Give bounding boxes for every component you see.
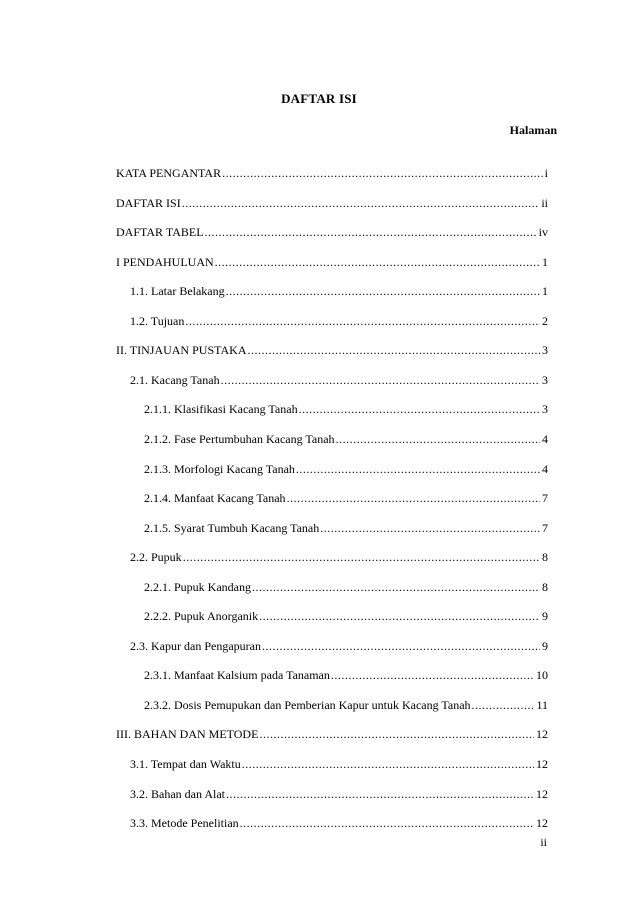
toc-leader-dots <box>259 727 534 742</box>
toc-entry-page: 12 <box>536 816 548 830</box>
toc-leader-dots <box>183 550 540 565</box>
toc-entry-label: 2.1.2. Fase Pertumbuhan Kacang Tanah <box>144 432 335 446</box>
toc-entry-label: 1.1. Latar Belakang <box>130 284 225 298</box>
toc-entry <box>130 373 548 388</box>
toc-entry <box>116 166 548 181</box>
toc-entry-page: ii <box>541 196 548 210</box>
toc-entry-page: 2 <box>542 314 548 328</box>
toc-entry-page: 12 <box>536 787 548 801</box>
toc-entry-page: iv <box>538 225 548 239</box>
toc-entry <box>116 727 548 742</box>
toc-entry <box>144 668 548 683</box>
toc-leader-dots <box>242 757 534 772</box>
toc-entry <box>144 521 548 536</box>
toc-entry-label: KATA PENGANTAR <box>116 166 222 180</box>
toc-leader-dots <box>247 343 540 358</box>
toc-entry <box>130 816 548 831</box>
toc-entry-label: 2.1.3. Morfologi Kacang Tanah <box>144 462 295 476</box>
toc-entry-label: DAFTAR ISI <box>116 196 181 210</box>
toc-entry-page: 3 <box>542 373 548 387</box>
toc-entry-page: 3 <box>542 402 548 416</box>
toc-entry-label: 2.3.2. Dosis Pemupukan dan Pemberian Kapur untuk Kacang Tanah <box>144 698 471 712</box>
toc-entry <box>130 757 548 772</box>
toc-entry-label: 2.1.4. Manfaat Kacang Tanah <box>144 491 286 505</box>
toc-entry-label: 2.2.1. Pupuk Kandang <box>144 580 251 594</box>
toc-entry-label: 3.3. Metode Penelitian <box>130 816 239 830</box>
toc-entry-page: 11 <box>536 698 548 712</box>
toc-entry-page: 8 <box>542 550 548 564</box>
toc-entry-page: 7 <box>542 521 548 535</box>
toc-entry-page: 1 <box>542 284 548 298</box>
toc-leader-dots <box>472 698 535 713</box>
toc-entry <box>116 196 548 211</box>
toc-leader-dots <box>336 432 540 447</box>
toc-entry-label: 2.1. Kacang Tanah <box>130 373 220 387</box>
toc-entry-page: 9 <box>542 609 548 623</box>
toc-entry-page: 9 <box>542 639 548 653</box>
toc-entry <box>144 609 548 624</box>
page-column-header: Halaman <box>509 123 557 137</box>
toc-leader-dots <box>240 816 534 831</box>
toc-leader-dots <box>252 580 540 595</box>
toc-leader-dots <box>331 668 534 683</box>
toc-entry <box>144 402 548 417</box>
toc-entry-label: 2.3. Kapur dan Pengapuran <box>130 639 261 653</box>
page-number: ii <box>540 835 547 849</box>
toc-entry-label: II. TINJAUAN PUSTAKA <box>116 343 247 357</box>
toc-entry <box>144 462 548 477</box>
toc-entry-label: 2.3.1. Manfaat Kalsium pada Tanaman <box>144 668 330 682</box>
toc-entry <box>130 284 548 299</box>
toc-entry-page: 3 <box>542 343 548 357</box>
toc-entry <box>116 255 548 270</box>
page-title: DAFTAR ISI <box>281 91 357 106</box>
toc-entry <box>144 491 548 506</box>
toc-leader-dots <box>299 402 540 417</box>
toc-entry-label: 3.2. Bahan dan Alat <box>130 787 225 801</box>
toc-entry-label: 2.1.1. Klasifikasi Kacang Tanah <box>144 402 298 416</box>
toc-entry-page: 7 <box>542 491 548 505</box>
toc-leader-dots <box>226 284 540 299</box>
toc-entry-label: 1.2. Tujuan <box>130 314 185 328</box>
toc-leader-dots <box>226 787 534 802</box>
toc-entry-label: 2.1.5. Syarat Tumbuh Kacang Tanah <box>144 521 320 535</box>
toc-leader-dots <box>287 491 540 506</box>
toc-entry <box>130 550 548 565</box>
toc-entry-page: 1 <box>542 255 548 269</box>
toc-entry-label: III. BAHAN DAN METODE <box>116 727 259 741</box>
toc-leader-dots <box>215 255 540 270</box>
toc-entry-page: 4 <box>542 462 548 476</box>
toc-entry-page: i <box>544 166 548 180</box>
toc-entry-page: 12 <box>536 757 548 771</box>
toc-entry-page: 10 <box>536 668 548 682</box>
toc-entry <box>144 580 548 595</box>
toc-entry <box>116 225 548 240</box>
toc-entry <box>130 314 548 329</box>
toc-entry <box>130 639 548 654</box>
toc-leader-dots <box>182 196 540 211</box>
toc-entry <box>130 787 548 802</box>
toc-leader-dots <box>320 521 540 536</box>
toc-leader-dots <box>221 373 540 388</box>
toc-entry <box>116 343 548 358</box>
toc-leader-dots <box>262 639 540 654</box>
toc-leader-dots <box>296 462 540 477</box>
toc-leader-dots <box>205 225 537 240</box>
toc-entry-label: 2.2. Pupuk <box>130 550 182 564</box>
toc-entry-page: 4 <box>542 432 548 446</box>
toc-entry-label: I PENDAHULUAN <box>116 255 214 269</box>
toc-entry-label: 2.2.2. Pupuk Anorganik <box>144 609 259 623</box>
toc-leader-dots <box>222 166 543 181</box>
toc-entry <box>144 698 548 713</box>
toc-entry-label: DAFTAR TABEL <box>116 225 204 239</box>
toc-entry <box>144 432 548 447</box>
toc-entry-page: 12 <box>536 727 548 741</box>
toc-entry-label: 3.1. Tempat dan Waktu <box>130 757 241 771</box>
toc-entry-page: 8 <box>542 580 548 594</box>
toc-leader-dots <box>259 609 540 624</box>
toc-leader-dots <box>185 314 540 329</box>
